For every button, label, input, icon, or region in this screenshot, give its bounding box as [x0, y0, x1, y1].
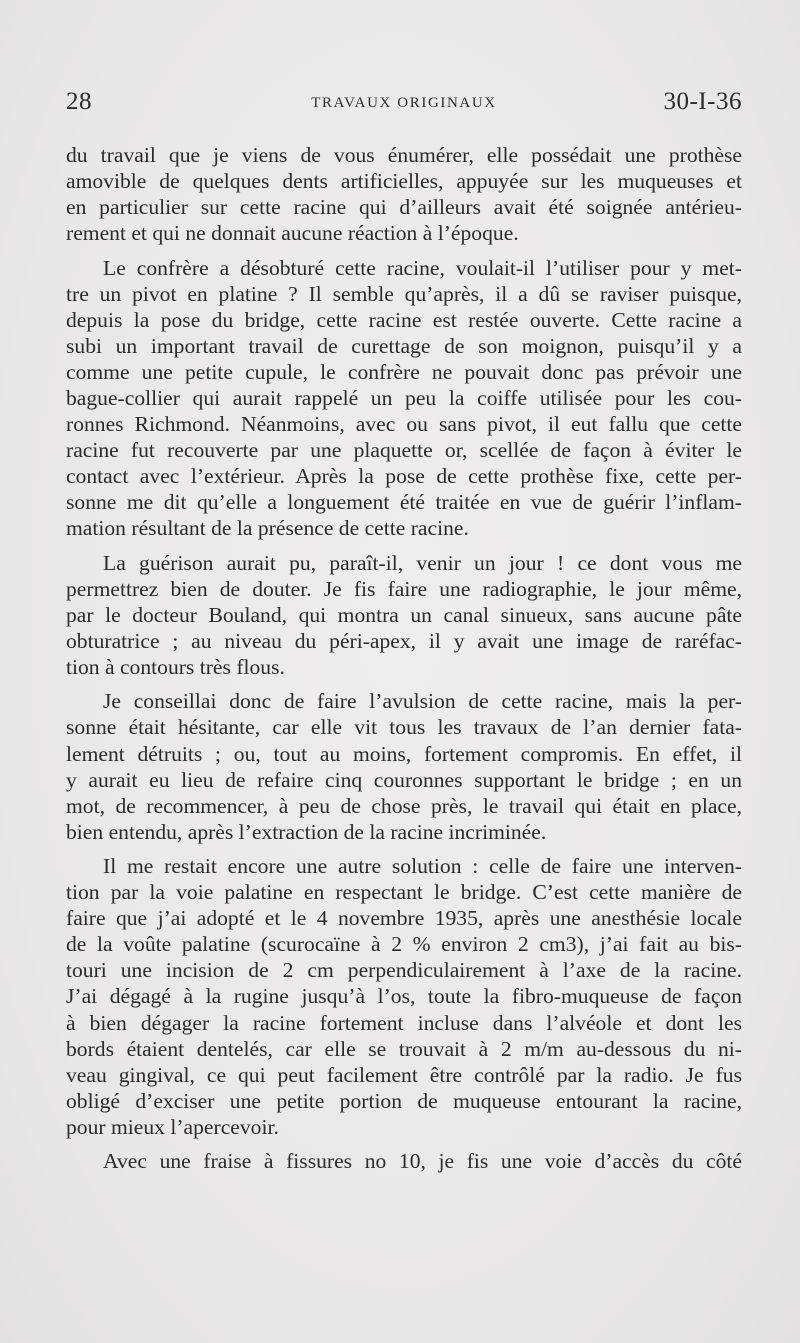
text-line: touri une incision de 2 cm perpendiculairement à l’axe de la racine.: [66, 958, 742, 983]
paragraph: [66, 142, 742, 246]
text-line: mot, de recommencer, à peu de chose près, le travail qui était en place,: [66, 793, 742, 818]
text-line: lement détruits ; ou, tout au moins, fortement compromis. En effet, il: [66, 741, 742, 766]
text-line: amovible de quelques dents artificielles, appuyée sur les muqueuses et: [66, 169, 742, 194]
text-line: bien entendu, après l’extraction de la racine incriminée.: [66, 819, 547, 844]
text-line: racine fut recouverte par une plaquette or, scellée de façon à éviter le: [66, 438, 742, 463]
text-line: comme une petite cupule, le confrère ne pouvait donc pas prévoir une: [66, 359, 742, 384]
running-header: [66, 88, 742, 122]
text-line: Il me restait encore une autre solution : celle de faire une interven-: [103, 854, 742, 879]
text-line: pour mieux l’apercevoir.: [66, 1114, 279, 1139]
paragraph: [66, 255, 742, 542]
text-line: obturatrice ; au niveau du péri-apex, il y avait une image de raréfac-: [66, 628, 742, 653]
text-line: de la voûte palatine (scurocaïne à 2 % environ 2 cm3), j’ai fait au bis-: [66, 932, 742, 957]
text-line: tion par la voie palatine en respectant le bridge. C’est cette manière de: [66, 880, 742, 905]
text-line: permettrez bien de douter. Je fis faire une radiographie, le jour même,: [66, 576, 742, 601]
text-line: sonne était hésitante, car elle vit tous les travaux de l’an dernier fata-: [66, 715, 742, 740]
text-line: tion à contours très flous.: [66, 654, 285, 679]
text-line: bords étaient dentelés, car elle se trouvait à 2 m/m au-dessous du ni-: [66, 1036, 742, 1061]
text-line: obligé d’exciser une petite portion de muqueuse entourant la racine,: [66, 1088, 742, 1113]
paragraph: [66, 688, 742, 844]
paragraph: [66, 550, 742, 680]
text-line: rement et qui ne donnait aucune réaction à l’époque.: [66, 221, 519, 246]
text-line: Le confrère a désobturé cette racine, voulait-il l’utiliser pour y met-: [103, 255, 742, 280]
text-line: en particulier sur cette racine qui d’ailleurs avait été soignée antérieu-: [66, 195, 742, 220]
text-line: du travail que je viens de vous énumérer, elle possédait une prothèse: [66, 143, 742, 167]
text-line: J’ai dégagé à la rugine jusqu’à l’os, toute la fibro-muqueuse de façon: [66, 984, 742, 1009]
text-line: sonne me dit qu’elle a longuement été traitée en vue de guérir l’inflam-: [66, 490, 742, 515]
text-line: La guérison aurait pu, paraît-il, venir un jour ! ce dont vous me: [103, 550, 742, 575]
paragraph: [66, 1148, 742, 1174]
text-line: y aurait eu lieu de refaire cinq couronnes supportant le bridge ; en un: [66, 767, 742, 792]
text-line: depuis la pose du bridge, cette racine est restée ouverte. Cette racine a: [66, 307, 742, 332]
text-line: bague-collier qui aurait rappelé un peu la coiffe utilisée pour les cou-: [66, 385, 742, 410]
paragraph: [66, 853, 742, 1140]
text-line: Avec une fraise à fissures no 10, je fis une voie d’accès du côté: [103, 1149, 742, 1174]
text-line: à bien dégager la racine fortement incluse dans l’alvéole et dont les: [66, 1010, 742, 1035]
header-date: 30-I-36: [663, 88, 742, 115]
text-line: subi un important travail de curettage de son moignon, puisqu’il y a: [66, 333, 742, 358]
text-line: faire que j’ai adopté et le 4 novembre 1935, après une anesthésie locale: [66, 906, 742, 931]
text-line: par le docteur Bouland, qui montra un canal sinueux, sans aucune pâte: [66, 602, 742, 627]
running-title: TRAVAUX ORIGINAUX: [311, 95, 497, 111]
text-line: Je conseillai donc de faire l’avulsion de cette racine, mais la per-: [103, 689, 742, 714]
text-line: tre un pivot en platine ? Il semble qu’après, il a dû se raviser puisque,: [66, 281, 742, 306]
text-line: mation résultant de la présence de cette racine.: [66, 516, 469, 541]
text-line: ronnes Richmond. Néanmoins, avec ou sans pivot, il eut fallu que cette: [66, 411, 742, 436]
text-line: contact avec l’extérieur. Après la pose de cette prothèse fixe, cette per-: [66, 464, 742, 489]
page-number: 28: [66, 88, 92, 115]
body-text: [66, 142, 742, 1174]
text-line: veau gingival, ce qui peut facilement être contrôlé par la radio. Je fus: [66, 1062, 742, 1087]
